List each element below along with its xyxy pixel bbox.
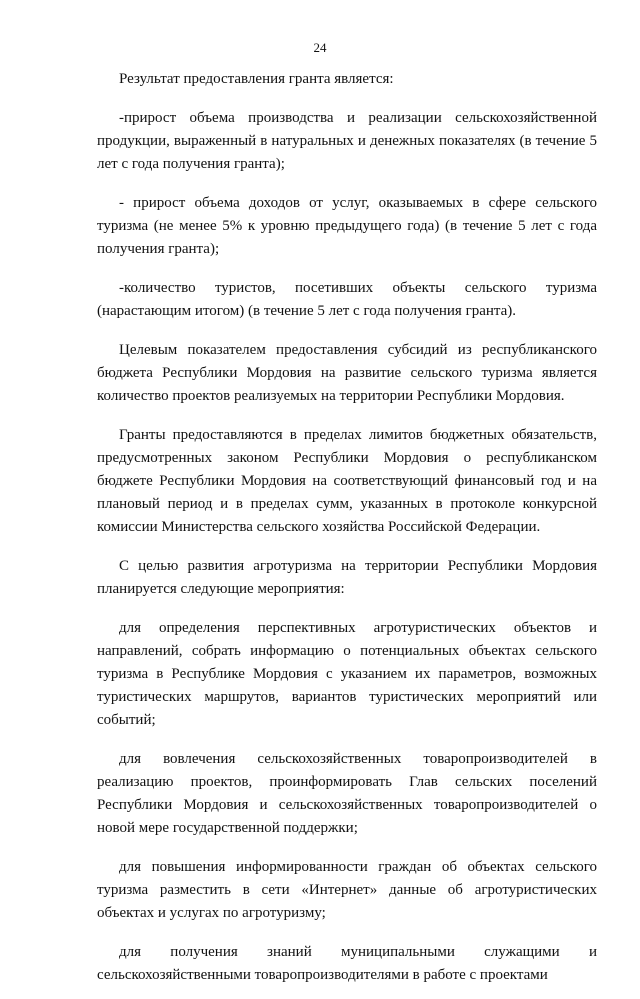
paragraph-target-indicator: Целевым показателем предоставления субсидий из республиканского бюджета Республики Мордовия на развитие сельского туризма является количество проектов реализуемых на территории Республики Мордовия. (97, 342, 597, 404)
paragraph-grant-limits: Гранты предоставляются в пределах лимитов бюджетных обязательств, предусмотренных законом Республики Мордовия о республиканском бюджете Республики Мордовия на соответствующий финансовый год и на плановый период и в пределах сумм, указанных в протоколе конкурсной комиссии Министерства сельского хозяйства Российской Федерации. (97, 427, 597, 535)
paragraph-measure-knowledge: для получения знаний муниципальными служащими и сельскохозяйственными товаропроизводителями в работе с проектами (97, 944, 597, 983)
paragraph-measure-internet-publication: для повышения информированности граждан об объектах сельского туризма разместить в сети «Интернет» данные об агротуристических объектах и услугах по агротуризму; (97, 859, 597, 921)
page-number: 24 (313, 40, 327, 55)
paragraph-grant-result-intro: Результат предоставления гранта является: (119, 71, 394, 87)
paragraph-planned-measures: С целью развития агротуризма на территории Республики Мордовия планируется следующие мероприятия: (97, 558, 597, 597)
paragraph-tourist-count: -количество туристов, посетивших объекты сельского туризма (нарастающим итогом) (в течение 5 лет с года получения гранта). (97, 280, 597, 319)
paragraph-income-growth: - прирост объема доходов от услуг, оказываемых в сфере сельского туризма (не менее 5% к уровню предыдущего года) (в течение 5 лет с года получения гранта); (97, 195, 597, 257)
paragraph-measure-identify-objects: для определения перспективных агротуристических объектов и направлений, собрать информацию о потенциальных объектах сельского туризма в Республике Мордовия с указанием их параметров, возможных туристических маршрутов, вариантов туристических мероприятий или событий; (97, 620, 597, 728)
document-body (97, 68, 597, 999)
paragraph-measure-involve-producers: для вовлечения сельскохозяйственных товаропроизводителей в реализацию проектов, проинформировать Глав сельских поселений Республики Мордовия и сельскохозяйственных товаропроизводителей о новой мере государственной поддержки; (97, 751, 597, 836)
paragraph-production-growth: -прирост объема производства и реализации сельскохозяйственной продукции, выраженный в натуральных и денежных показателях (в течение 5 лет с года получения гранта); (97, 110, 597, 172)
